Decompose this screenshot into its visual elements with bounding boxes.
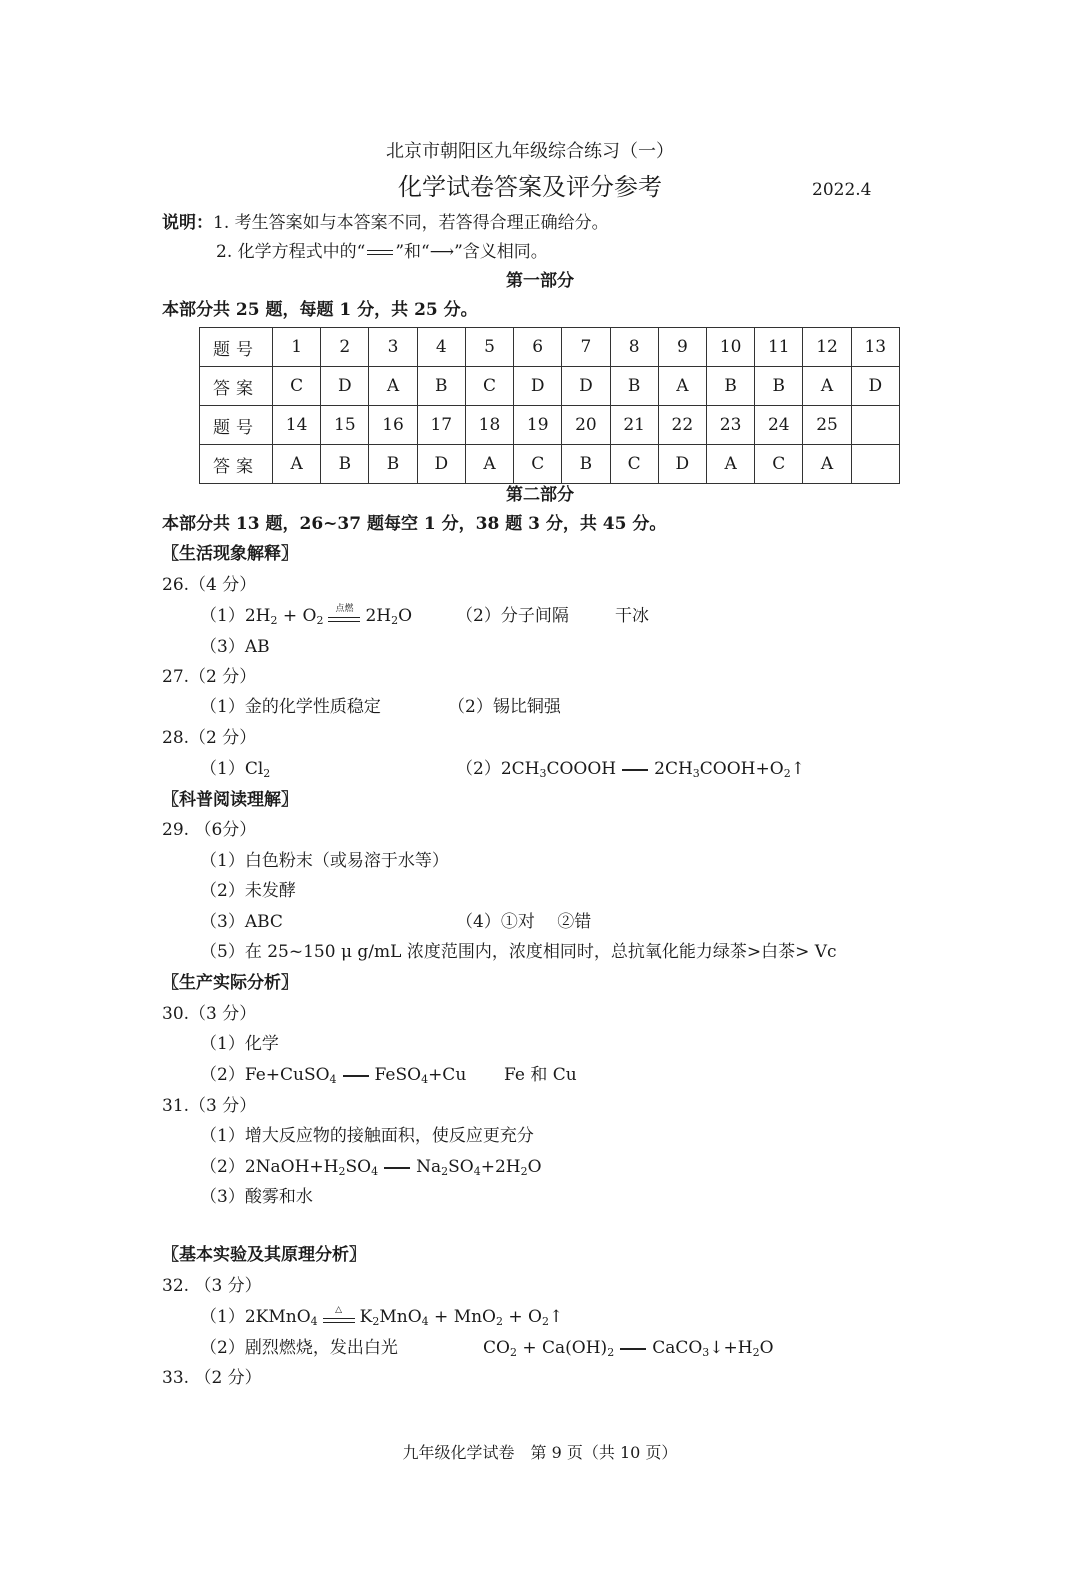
- table-cell: [851, 406, 899, 445]
- table-cell: A: [273, 445, 321, 484]
- note-2-post: ”含义相同。: [454, 242, 548, 262]
- table-cell: 1: [273, 328, 321, 367]
- q32-head: 32. （3 分）: [162, 1276, 262, 1296]
- table-header-cell: 答案: [200, 367, 273, 406]
- q29-a3: （3）ABC: [200, 912, 283, 932]
- q32-a1-label: （1）: [200, 1307, 245, 1327]
- q28-a2-label: （2）: [456, 759, 501, 779]
- note-label: 说明：: [162, 213, 213, 233]
- q31-a3: （3）酸雾和水: [200, 1187, 313, 1207]
- table-header-cell: 题号: [200, 406, 273, 445]
- table-cell: B: [417, 367, 465, 406]
- table-cell: 20: [562, 406, 610, 445]
- table-cell: 17: [417, 406, 465, 445]
- table-cell: 21: [610, 406, 658, 445]
- date: 2022.4: [812, 180, 872, 200]
- table-cell: 6: [514, 328, 562, 367]
- section-heading: 〖基本实验及其原理分析〗: [162, 1245, 366, 1265]
- q29-a2: （2）未发酵: [200, 881, 296, 901]
- table-cell: 3: [369, 328, 417, 367]
- table-cell: 5: [465, 328, 513, 367]
- table-cell: A: [658, 367, 706, 406]
- q29-head: 29. （6分）: [162, 820, 257, 840]
- q30-a1: （1）化学: [200, 1034, 279, 1054]
- table-cell: D: [514, 367, 562, 406]
- table-cell: 14: [273, 406, 321, 445]
- table-header-cell: 题号: [200, 328, 273, 367]
- table-cell: 12: [803, 328, 851, 367]
- exam-title: 北京市朝阳区九年级综合练习（一）: [386, 141, 674, 162]
- note-2: [216, 241, 548, 263]
- table-cell: D: [851, 367, 899, 406]
- q33-head: 33. （2 分）: [162, 1368, 262, 1388]
- table-cell: 4: [417, 328, 465, 367]
- table-cell: 13: [851, 328, 899, 367]
- table-cell: 10: [706, 328, 754, 367]
- table-cell: A: [706, 445, 754, 484]
- table-cell: 7: [562, 328, 610, 367]
- q31-a2-label: （2）: [200, 1157, 245, 1177]
- table-cell: 22: [658, 406, 706, 445]
- table-row: [200, 328, 900, 367]
- table-cell: B: [562, 445, 610, 484]
- q31-head: 31.（3 分）: [162, 1096, 257, 1116]
- table-cell: D: [321, 367, 369, 406]
- q27-a2: （2）锡比铜强: [448, 697, 561, 717]
- table-cell: B: [706, 367, 754, 406]
- note-1: [162, 212, 609, 234]
- table-cell: 9: [658, 328, 706, 367]
- note-2-pre: 2. 化学方程式中的“: [216, 242, 366, 262]
- table-cell: C: [514, 445, 562, 484]
- table-cell: 23: [706, 406, 754, 445]
- equals-line: [620, 1348, 646, 1350]
- q31-a1: （1）增大反应物的接触面积，使反应更充分: [200, 1126, 534, 1146]
- table-cell: B: [321, 445, 369, 484]
- table-cell: 24: [755, 406, 803, 445]
- note-1-text: 1. 考生答案如与本答案不同，若答得合理正确给分。: [213, 213, 609, 233]
- q30-head: 30.（3 分）: [162, 1004, 257, 1024]
- q28-a1-label: （1）: [200, 759, 245, 779]
- condition-text: △: [335, 1304, 343, 1315]
- q29-a1: （1）白色粉末（或易溶于水等）: [200, 851, 449, 871]
- table-cell: D: [417, 445, 465, 484]
- table-cell: 25: [803, 406, 851, 445]
- table-cell: 2: [321, 328, 369, 367]
- table-cell: D: [562, 367, 610, 406]
- table-cell: A: [465, 445, 513, 484]
- table-cell: [851, 445, 899, 484]
- reaction-condition: [322, 1304, 356, 1327]
- q29-a5: （5）在 25~150 μ g/mL 浓度范围内，浓度相同时，总抗氧化能力绿茶>白茶> Vc: [200, 942, 837, 962]
- q28-a2: $(2)2CH_3COOOH$ $2CH_3COOH+O_2↑$: [456, 759, 805, 780]
- q30-a2b: Fe 和 Cu: [504, 1065, 577, 1085]
- table-cell: B: [610, 367, 658, 406]
- equals-line: [384, 1167, 410, 1169]
- q26-a2b: 干冰: [615, 606, 649, 626]
- table-cell: 16: [369, 406, 417, 445]
- q26-a1-label: （1）: [200, 606, 245, 626]
- table-cell: A: [803, 367, 851, 406]
- page-footer: 九年级化学试卷 第 9 页（共 10 页）: [402, 1443, 678, 1462]
- part2-desc: 本部分共 13 题，26~37 题每空 1 分，38 题 3 分，共 45 分。: [162, 514, 667, 534]
- equals-line: [622, 769, 648, 771]
- q31-a2: $(2)2NaOH+H_2SO_4$ $Na_2SO_4+2H_2O$: [200, 1157, 542, 1178]
- q29-a4: （4）①对 ②错: [456, 912, 592, 932]
- table-row: [200, 445, 900, 484]
- q26-a2: （2）分子间隔: [456, 606, 569, 626]
- double-line-sign: [367, 250, 393, 255]
- table-cell: A: [369, 367, 417, 406]
- table-cell: B: [755, 367, 803, 406]
- q32-a2b: $CO_2 + Ca(OH)_2$ $CaCO_3↓+H_2O$: [483, 1338, 774, 1359]
- table-cell: C: [273, 367, 321, 406]
- table-row: [200, 406, 900, 445]
- condition-text: 点燃: [335, 603, 354, 614]
- q32-a2: （2）剧烈燃烧，发出白光: [200, 1338, 398, 1358]
- table-cell: 15: [321, 406, 369, 445]
- q28-head: 28.（2 分）: [162, 728, 257, 748]
- table-cell: C: [755, 445, 803, 484]
- q27-head: 27.（2 分）: [162, 667, 257, 687]
- q30-a2-label: （2）: [200, 1065, 245, 1085]
- reaction-condition: [327, 603, 361, 626]
- part1-desc: 本部分共 25 题，每题 1 分，共 25 分。: [162, 300, 478, 320]
- table-cell: 18: [465, 406, 513, 445]
- table-cell: A: [803, 445, 851, 484]
- table-cell: 11: [755, 328, 803, 367]
- table-cell: D: [658, 445, 706, 484]
- document-title: 化学试卷答案及评分参考: [398, 173, 662, 201]
- q27-a1: （1）金的化学性质稳定: [200, 697, 381, 717]
- q30-a2: （2）Fe+CuSO$_4$ FeSO$_4$+Cu: [200, 1065, 467, 1086]
- section-heading: 〖生活现象解释〗: [162, 544, 298, 564]
- part1-title: 第一部分: [506, 271, 574, 291]
- q28-a1: $(1)Cl_2$: [200, 759, 271, 780]
- q26-a1: $(1)2H_2 + O_2$ 点燃 $2H_2O$: [200, 603, 413, 627]
- table-cell: C: [465, 367, 513, 406]
- section-heading: 〖生产实际分析〗: [162, 973, 298, 993]
- part2-title: 第二部分: [506, 485, 574, 505]
- arrow-sign: ⟶: [429, 242, 455, 262]
- q26-head: 26.（4 分）: [162, 575, 257, 595]
- note-2-mid: ”和“: [395, 242, 430, 262]
- q26-a3: （3）AB: [200, 637, 270, 657]
- table-cell: B: [369, 445, 417, 484]
- table-cell: 8: [610, 328, 658, 367]
- table-row: [200, 367, 900, 406]
- table-header-cell: 答案: [200, 445, 273, 484]
- table-cell: C: [610, 445, 658, 484]
- q32-a1: （1）2KMnO$_4$ △ $K_2MnO_4 + MnO_2$ + $O_2↑$: [200, 1304, 564, 1328]
- table-cell: 19: [514, 406, 562, 445]
- equals-line: [343, 1075, 369, 1077]
- section-heading: 〖科普阅读理解〗: [162, 790, 298, 810]
- answer-table: [199, 327, 900, 484]
